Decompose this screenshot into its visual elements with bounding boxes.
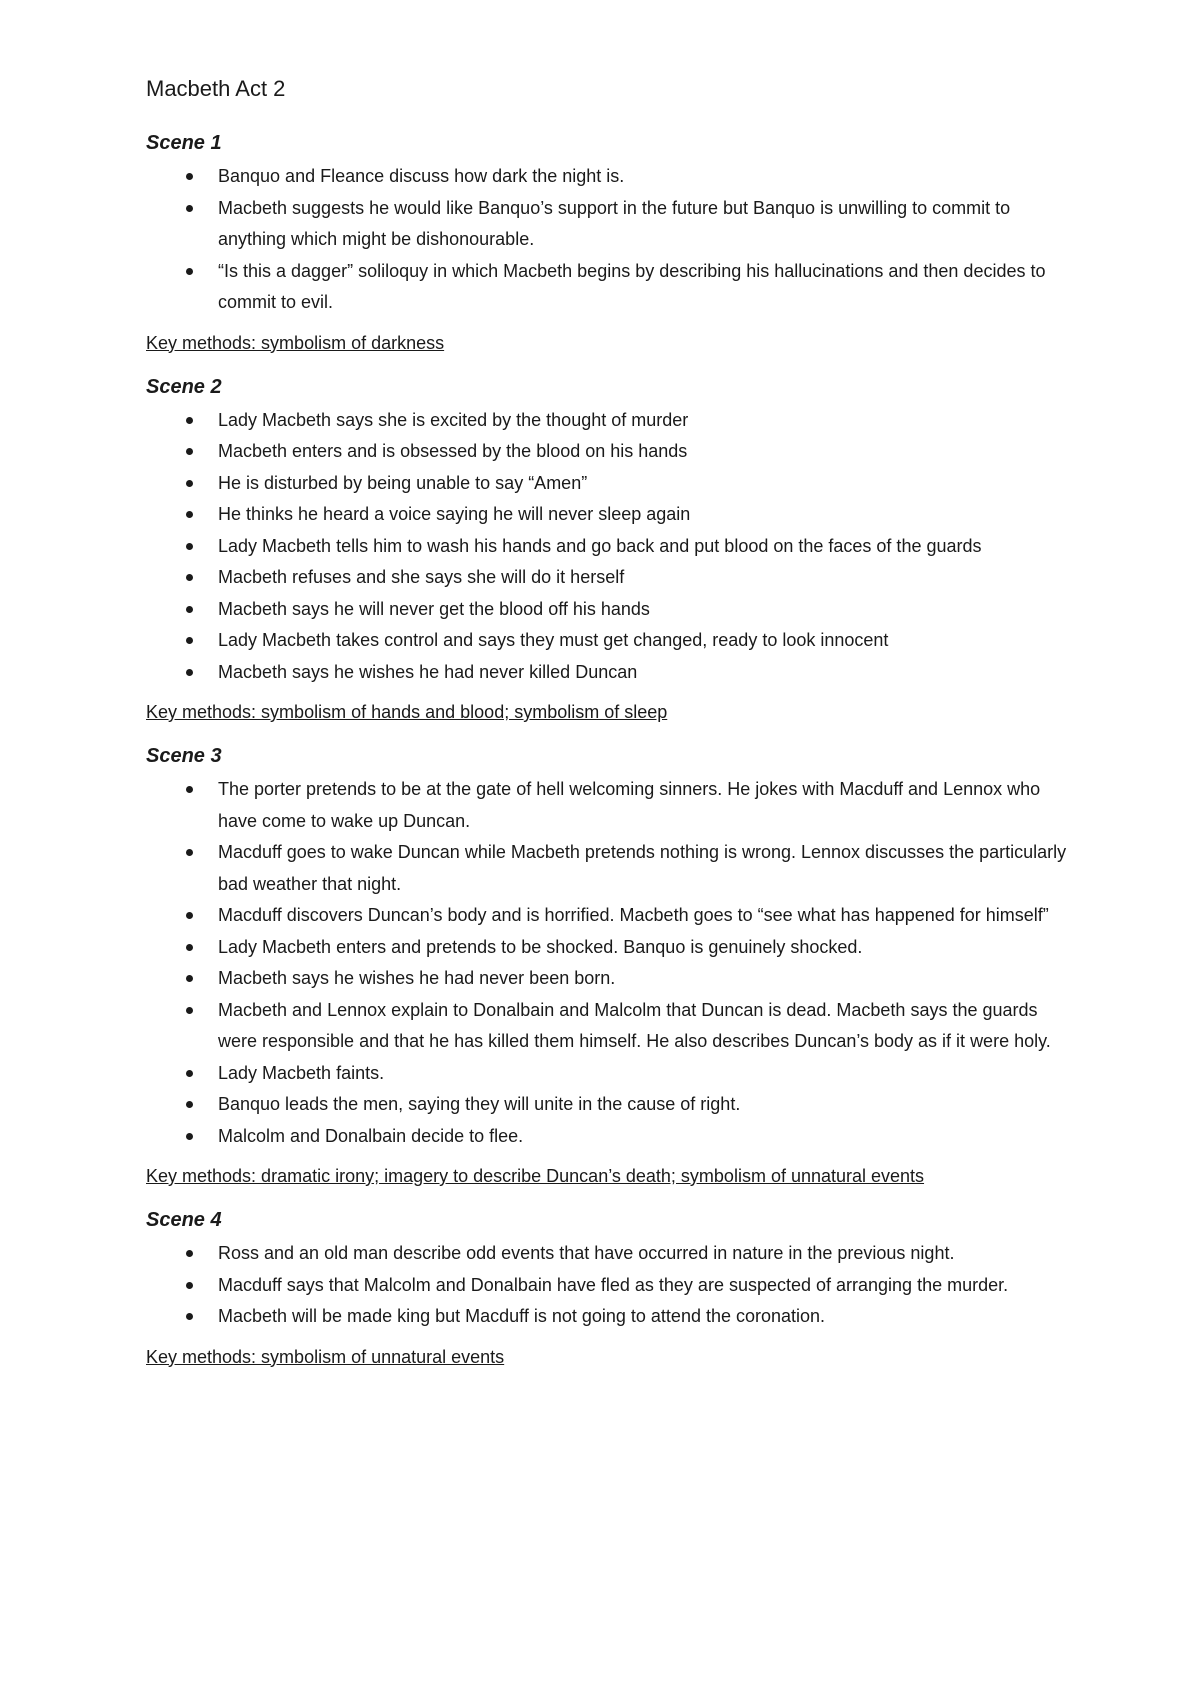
bullet-text: Macbeth says he wishes he had never killed Duncan (218, 661, 638, 682)
list-item (146, 1121, 1076, 1153)
bullet-text: Macbeth suggests he would like Banquo’s support in the future but Banquo is unwilling to commit to anything which might be dishonourable. (218, 197, 1011, 249)
bullet-text: Macduff says that Malcolm and Donalbain have fled as they are suspected of arranging the murder. (218, 1274, 1009, 1295)
bullet-icon (186, 637, 193, 644)
bullet-icon (186, 912, 193, 919)
document-page (146, 74, 1076, 1386)
list-item (146, 1238, 1076, 1270)
list-item (146, 531, 1076, 563)
bullet-icon (186, 1313, 193, 1320)
list-item (146, 625, 1076, 657)
bullet-icon (186, 448, 193, 455)
bullet-list (146, 405, 1076, 689)
scene-heading: Scene 2 (146, 375, 222, 398)
bullet-icon (186, 417, 193, 424)
scene-3 (146, 741, 1076, 1191)
bullet-text: The porter pretends to be at the gate of hell welcoming sinners. He jokes with Macduff and Lennox who have come to wake up Duncan. (218, 779, 1041, 831)
scene-heading: Scene 3 (146, 745, 222, 767)
bullet-text: Macbeth will be made king but Macduff is not going to attend the coronation. (218, 1306, 826, 1326)
bullet-icon (186, 511, 193, 518)
scene-4 (146, 1205, 1076, 1372)
key-methods-note: Key methods: dramatic irony; imagery to describe Duncan’s death; symbolism of unnatural events (146, 1166, 925, 1186)
bullet-text: He is disturbed by being unable to say “Amen” (218, 472, 588, 493)
bullet-text: Lady Macbeth says she is excited by the thought of murder (218, 409, 689, 430)
bullet-list (146, 774, 1076, 1152)
bullet-icon (186, 173, 193, 180)
key-methods-note: Key methods: symbolism of darkness (146, 332, 445, 353)
scene-2 (146, 372, 1076, 728)
bullet-list (146, 161, 1076, 319)
list-item (146, 837, 1076, 900)
bullet-text: Ross and an old man describe odd events that have occurred in nature in the previous night. (218, 1243, 955, 1263)
key-methods-note: Key methods: symbolism of hands and blood; symbolism of sleep (146, 702, 668, 722)
list-item (146, 193, 1076, 256)
bullet-text: Macduff discovers Duncan’s body and is horrified. Macbeth goes to “see what has happened for himself” (218, 905, 1049, 925)
bullet-icon (186, 849, 193, 856)
bullet-text: Macduff goes to wake Duncan while Macbeth pretends nothing is wrong. Lennox discusses the particularly bad weather that night. (218, 842, 1067, 894)
bullet-icon (186, 1250, 193, 1257)
bullet-icon (186, 669, 193, 676)
bullet-icon (186, 1101, 193, 1108)
list-item (146, 995, 1076, 1058)
bullet-icon (186, 975, 193, 982)
list-item (146, 1301, 1076, 1333)
list-item (146, 468, 1076, 500)
list-item (146, 499, 1076, 531)
list-item (146, 256, 1076, 319)
list-item (146, 405, 1076, 437)
bullet-text: Macbeth refuses and she says she will do it herself (218, 567, 625, 587)
bullet-icon (186, 205, 193, 212)
bullet-icon (186, 1070, 193, 1077)
bullet-text: Macbeth enters and is obsessed by the blood on his hands (218, 441, 688, 461)
bullet-icon (186, 786, 193, 793)
list-item (146, 963, 1076, 995)
bullet-text: He thinks he heard a voice saying he will never sleep again (218, 504, 691, 524)
bullet-list (146, 1238, 1076, 1333)
list-item (146, 900, 1076, 932)
bullet-text: Macbeth says he wishes he had never been born. (218, 968, 616, 988)
list-item (146, 1270, 1076, 1302)
bullet-text: Lady Macbeth enters and pretends to be shocked. Banquo is genuinely shocked. (218, 936, 863, 957)
bullet-text: Banquo leads the men, saying they will unite in the cause of right. (218, 1094, 741, 1114)
document-title: Macbeth Act 2 (146, 76, 286, 101)
list-item (146, 774, 1076, 837)
list-item (146, 1089, 1076, 1121)
list-item (146, 1058, 1076, 1090)
list-item (146, 594, 1076, 626)
bullet-icon (186, 1133, 193, 1140)
bullet-icon (186, 480, 193, 487)
list-item (146, 161, 1076, 193)
bullet-icon (186, 543, 193, 550)
bullet-text: “Is this a dagger” soliloquy in which Macbeth begins by describing his hallucinations and then decides to commit to evil. (218, 260, 1046, 312)
bullet-text: Lady Macbeth faints. (218, 1062, 385, 1083)
bullet-text: Lady Macbeth tells him to wash his hands and go back and put blood on the faces of the guards (218, 535, 982, 556)
list-item (146, 657, 1076, 689)
bullet-icon (186, 944, 193, 951)
bullet-icon (186, 1007, 193, 1014)
list-item (146, 932, 1076, 964)
scene-heading: Scene 4 (146, 1209, 222, 1231)
bullet-text: Banquo and Fleance discuss how dark the night is. (218, 166, 625, 186)
bullet-icon (186, 606, 193, 613)
bullet-text: Malcolm and Donalbain decide to flee. (218, 1125, 524, 1146)
bullet-icon (186, 574, 193, 581)
scene-1 (146, 128, 1076, 358)
list-item (146, 436, 1076, 468)
bullet-icon (186, 1282, 193, 1289)
bullet-text: Macbeth says he will never get the blood off his hands (218, 598, 650, 619)
scene-heading: Scene 1 (146, 132, 222, 154)
bullet-icon (186, 268, 193, 275)
list-item (146, 562, 1076, 594)
bullet-text: Macbeth and Lennox explain to Donalbain and Malcolm that Duncan is dead. Macbeth says the guards were responsible and that he has killed them himself. He also describes Duncan’s body as if it were holy. (218, 999, 1051, 1051)
key-methods-note: Key methods: symbolism of unnatural events (146, 1346, 505, 1367)
bullet-text: Lady Macbeth takes control and says they must get changed, ready to look innocent (218, 630, 889, 650)
